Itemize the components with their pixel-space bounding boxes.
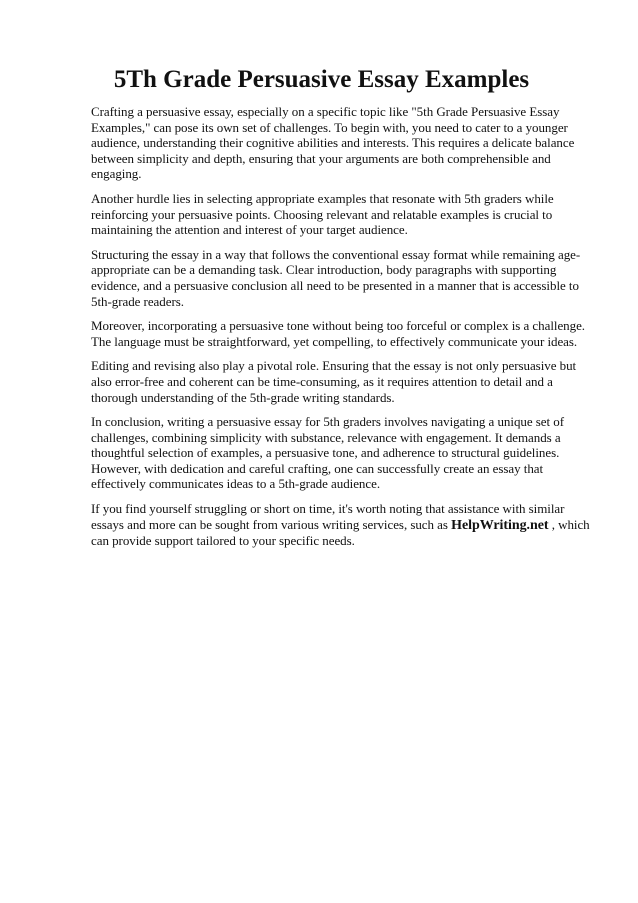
paragraph-structure: Structuring the essay in a way that follows the conventional essay format while remaining age-appropriate can be a demanding task. Clear introduction, body paragraphs with supporting evidence, and a persuasive conclusion all need to be presented in a manner that is accessible to 5th-grade readers. <box>91 246 581 309</box>
paragraph-conclusion: In conclusion, writing a persuasive essay for 5th graders involves navigating a unique set of challenges, combining simplicity with substance, relevance with engagement. It demands a thoughtful selection of examples, a persuasive tone, and adherence to structural guidelines. However, with dedication and careful crafting, one can successfully create an essay that effectively communicates ideas to a 5th-grade audience. <box>91 414 564 492</box>
paragraph-editing: Editing and revising also play a pivotal role. Ensuring that the essay is not only persuasive but also error-free and coherent can be time-consuming, as it requires attention to detail and a thorough understanding of the 5th-grade writing standards. <box>91 358 577 405</box>
paragraph-intro: Crafting a persuasive essay, especially on a specific topic like "5th Grade Persuasive Essay Examples," can pose its own set of challenges. To begin with, you need to cater to a younger audience, understanding their cognitive abilities and interests. This requires a delicate balance between simplicity and depth, ensuring that your arguments are both comprehensible and engaging. <box>91 104 575 182</box>
closing-text-before: If you find yourself struggling or short on time, it's worth noting that assistance with similar essays and more can be sought from various writing services, such as <box>91 501 565 532</box>
closing-text-after: , which can provide support tailored to your specific needs. <box>91 516 590 549</box>
paragraph-tone: Moreover, incorporating a persuasive tone without being too forceful or complex is a challenge. The language must be straightforward, yet compelling, to effectively communicate your ideas. <box>91 318 585 349</box>
paragraph-closing <box>91 501 594 549</box>
document-title: 5Th Grade Persuasive Essay Examples <box>113 66 530 93</box>
paragraph-examples: Another hurdle lies in selecting appropriate examples that resonate with 5th graders while reinforcing your persuasive points. Choosing relevant and relatable examples is crucial to maintaining the attention and interest of your target audience. <box>91 190 554 238</box>
brand-name: HelpWriting.net <box>451 517 549 533</box>
